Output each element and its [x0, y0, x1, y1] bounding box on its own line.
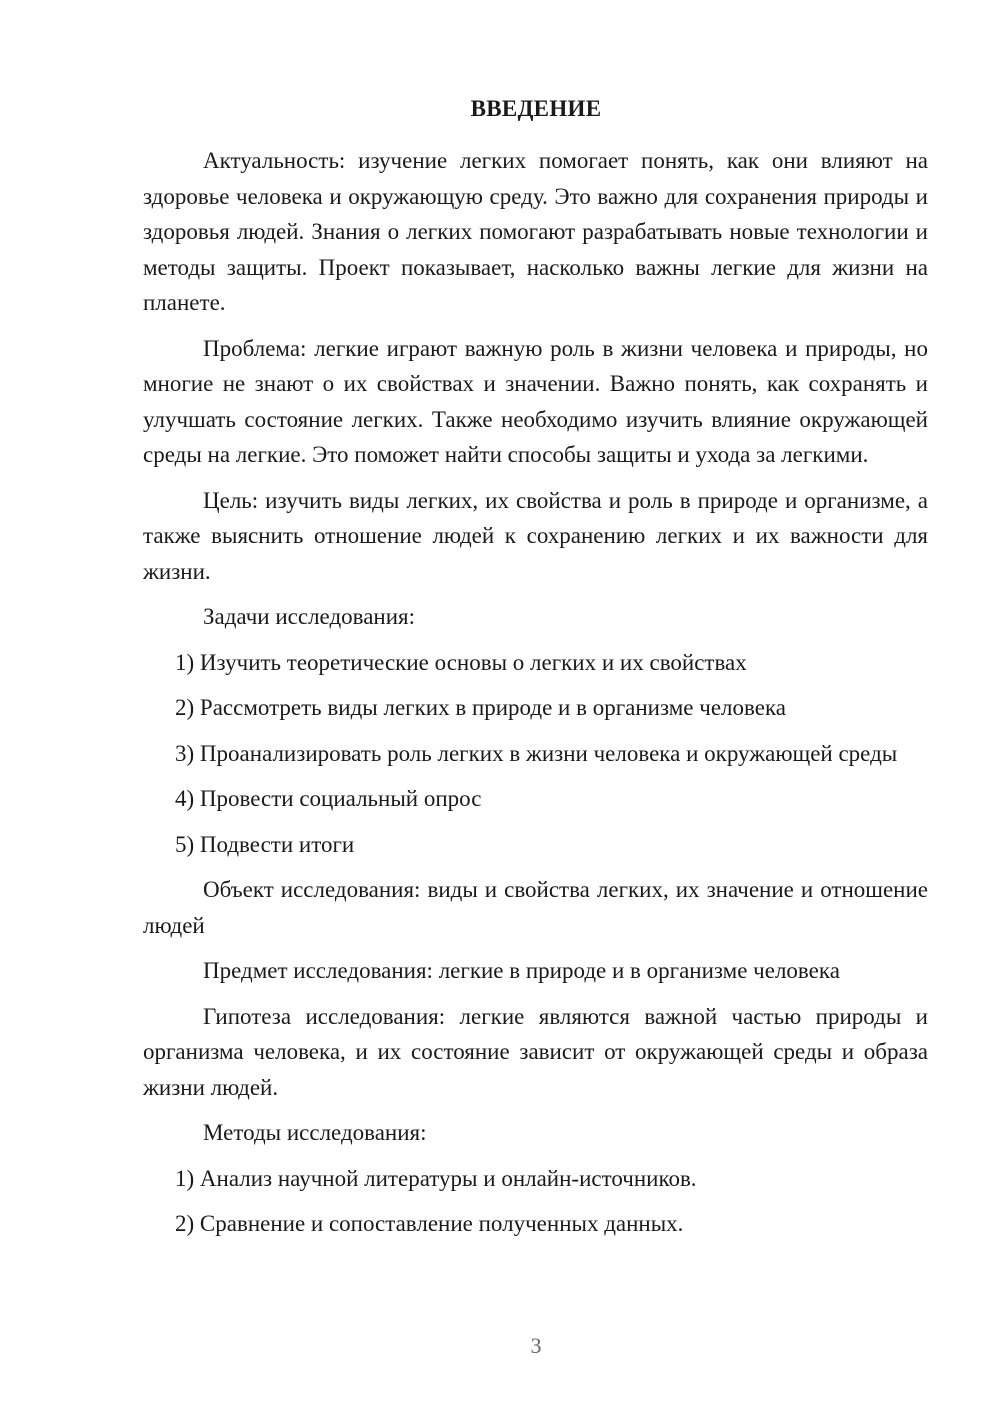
subject-paragraph: Предмет исследования: легкие в природе и в организме человека: [203, 958, 840, 983]
tasks-heading: Задачи исследования:: [203, 604, 416, 629]
task-item: 5) Подвести итоги: [175, 831, 355, 857]
task-item: 1) Изучить теоретические основы о легких и их свойствах: [175, 649, 747, 675]
goal-paragraph: Цель: изучить виды легких, их свойства и роль в природе и организме, а также выяснить отношение людей к сохранению легких и их важности для жизни.: [143, 487, 928, 584]
hypothesis-paragraph: Гипотеза исследования: легкие являются важной частью природы и организма человека, и их состояние зависит от окружающей среды и образа жизни людей.: [143, 1003, 928, 1100]
task-item: 2) Рассмотреть виды легких в природе и в организме человека: [175, 695, 786, 720]
method-item: 1) Анализ научной литературы и онлайн-источников.: [175, 1165, 697, 1191]
object-paragraph: Объект исследования: виды и свойства легких, их значение и отношение людей: [143, 877, 928, 938]
task-item: 3) Проанализировать роль легких в жизни человека и окружающей среды: [175, 740, 898, 766]
page-number: 3: [530, 1333, 542, 1358]
relevance-paragraph: Актуальность: изучение легких помогает понять, как они влияют на здоровье человека и окружающую среду. Это важно для сохранения природы и здоровья людей. Знания о легких помогают разрабатывать новые технологии и методы защиты. Проект показывает, насколько важны легкие для жизни на планете.: [143, 148, 928, 315]
method-item: 2) Сравнение и сопоставление полученных данных.: [175, 1211, 684, 1236]
page-title: ВВЕДЕНИЕ: [470, 96, 602, 121]
document-body: [143, 143, 928, 1252]
methods-heading: Методы исследования:: [203, 1120, 427, 1145]
task-item: 4) Провести социальный опрос: [175, 786, 482, 811]
problem-paragraph: Проблема: легкие играют важную роль в жизни человека и природы, но многие не знают о их свойствах и значении. Важно понять, как сохранять и улучшать состояние легких. Также необходимо изучить влияние окружающей среды на легкие. Это поможет найти способы защиты и ухода за легкими.: [143, 335, 928, 467]
